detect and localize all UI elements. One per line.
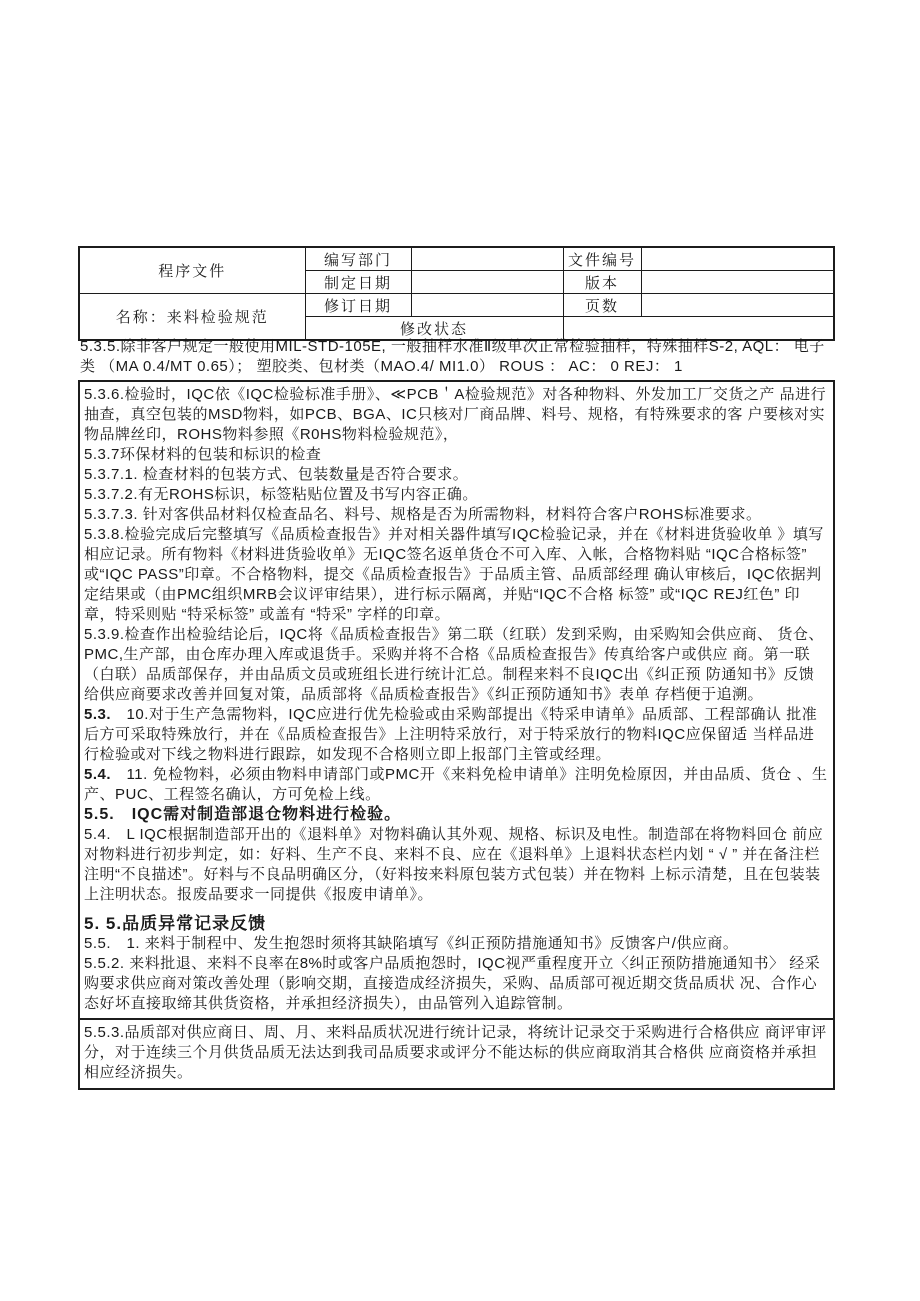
document-header-table — [78, 246, 835, 341]
write-dept-label: 编写部门 — [305, 247, 411, 271]
clause-text: 11. 免检物料，必须由物料申请部门或PMC开《来料免检申请单》注明免检原因，并由品质、货仓 、生产、PUC、工程签名确认，方可免检上线。 — [84, 766, 828, 803]
clause-5-4-l — [84, 825, 829, 905]
clause-5-4-11 — [84, 765, 829, 805]
clause-text: 5.3.7.3. 针对客供品材料仅检查品名、料号、规格是否为所需物料，材料符合客户ROHS标准要求。 — [84, 506, 762, 523]
main-text-box — [78, 380, 835, 1020]
clause-text: 5.5. 1. 来料于制程中、发生抱怨时须将其缺陷填写《纠正预防措施通知书》反馈客户/供应商。 — [84, 935, 739, 952]
clause-text: 5.3.7.1. 检查材料的包装方式、包装数量是否符合要求。 — [84, 466, 469, 483]
clause-5-3-7-3 — [84, 505, 829, 525]
version-label: 版本 — [563, 271, 641, 294]
clause-5-3-7 — [84, 445, 829, 465]
clause-bold-prefix: 5. 5.品质异常记录反馈 — [84, 914, 267, 933]
clause-text: 5.5.2. 来料批退、来料不良率在8%时或客户品质抱怨时，IQC视严重程度开立〈纠正预防措施通知书〉 经采购要求供应商对策改善处理（影响交期，直接造成经济损失，采购、品质部可视近期交货品质状 况、合作心态好坏直接取缔其供货资格，并承担经济损失），由品管列入追踪管制。 — [84, 955, 821, 1012]
doc-no-label: 文件编号 — [563, 247, 641, 271]
revise-date-value — [411, 294, 563, 317]
clause-text: 5.3.6.检验时，IQC依《IQC检验标准手册》、≪PCB＇A检验规范》对各种物料、外发加工厂交货之产 品进行抽查，真空包装的MSD物料，如PCB、BGA、IC只核对厂商品牌、料号、规格，有特殊要求的客 户要核对实物品牌丝印，ROHS物料参照《R0HS物料检验规范》， — [84, 386, 827, 443]
write-dept-value — [411, 247, 563, 271]
section-5-5-heading — [84, 914, 829, 934]
create-date-label: 制定日期 — [305, 271, 411, 294]
revise-date-label: 修订日期 — [305, 294, 411, 317]
clause-5-3-8 — [84, 525, 829, 625]
clause-text: 5.3.8.检验完成后完整填写《品质检查报告》并对相关器件填写IQC检验记录，并在《材料进货验收单 》填写相应记录。所有物料《材料进货验收单》无IQC签名返单货仓不可入库、入帐，合格物料贴 “IQC合格标签” 或“IQC PASS”印章。不合格物料，提交《品质检查报告》于品质主管、品质部经理 确认审核后，IQC依据判定结果或（由PMC组织MRB会议评审结果），进行标示隔离，并贴“IQC不合格 标签” 或“IQC REJ红色” 印章，特采则贴 “特采标签” 或盖有 “特采” 字样的印章。 — [84, 526, 824, 623]
pages-label: 页数 — [563, 294, 641, 317]
lower-text-box — [78, 1020, 835, 1090]
document-type-title: 程序文件 — [79, 247, 305, 294]
clause-text: 10.对于生产急需物料，IQC应进行优先检验或由采购部提出《特采申请单》品质部、工程部确认 批准后方可采取特殊放行，并在《品质检查报告》上注明特采放行，对于特采放行的物料IQC应保留适 当样品进行检验或对下线之物料进行跟踪，如发现不合格则立即上报部门主管或经理。 — [84, 706, 818, 763]
clause-bold-prefix: 5.3. — [84, 706, 112, 723]
clause-text: 5.3.7.2.有无ROHS标识，标签粘贴位置及书写内容正确。 — [84, 486, 478, 503]
clause-5-3-9 — [84, 625, 829, 705]
clause-5-3-5: 5.3.5.除非客户规定一般使用MIL-STD-105E, 一般抽样水准Ⅱ级单次正常检验抽样，特殊抽样S-2, AQL： 电子类 （MA 0.4/MT 0.65）； 塑胶类、包材类（MAO.4/ MI1.0） ROUS ： AC： 0 REJ： 1 — [80, 338, 825, 375]
clause-5-3-7-1 — [84, 465, 829, 485]
clause-5-3-10 — [84, 705, 829, 765]
doc-no-value — [641, 247, 834, 271]
clause-5-5-2 — [84, 954, 829, 1014]
modify-status-label: 修改状态 — [305, 317, 563, 341]
clause-text: 5.3.7环保材料的包装和标识的检查 — [84, 446, 322, 463]
clause-bold-prefix: 5.4. — [84, 766, 112, 783]
pages-value — [641, 294, 834, 317]
clause-text: 5.5.3.品质部对供应商日、周、月、来料品质状况进行统计记录，将统计记录交于采购进行合格供应 商评审评分，对于连续三个月供货品质无法达到我司品质要求或评分不能达标的供应商取消其合格供 应商资格并承担相应经济损失。 — [84, 1024, 827, 1081]
clause-5-5-heading — [84, 805, 829, 825]
clause-5-5-1 — [84, 934, 829, 954]
create-date-value — [411, 271, 563, 294]
clause-text: 5.3.9.检查作出检验结论后，IQC将《品质检查报告》第二联（红联）发到采购，由采购知会供应商、 货仓、PMC,生产部，由仓库办理入库或退货手。采购并将不合格《品质检查报告》传真给客户或供应 商。第一联（白联）品质部保存，并由品质文员或班组长进行统计汇总。制程来料不良IQC出《纠正预 防通知书》反馈给供应商要求改善并回复对策，品质部将《品质检查报告》《纠正预防通知书》表单 存档便于追溯。 — [84, 626, 824, 703]
document-name: 名称：来料检验规范 — [79, 294, 305, 341]
clause-bold-prefix: 5.5. IQC需对制造部退仓物料进行检验。 — [84, 806, 402, 823]
clause-text: 5.4. L IQC根据制造部开出的《退料单》对物料确认其外观、规格、标识及电性。制造部在将物料回仓 前应对物料进行初步判定，如：好料、生产不良、来料不良、应在《退料单》上退料状态栏内划 “ √ ” 并在备注栏注明“不良描述”。好料与不良品明确区分，（好料按来料原包装方式包装）并在物料 上标示清楚，且在包装装上注明状态。报废品要求一同提供《报废申请单》。 — [84, 826, 824, 903]
clause-5-5-3 — [84, 1023, 829, 1083]
version-value — [641, 271, 834, 294]
clause-5-3-7-2 — [84, 485, 829, 505]
clause-5-3-6 — [84, 385, 829, 445]
